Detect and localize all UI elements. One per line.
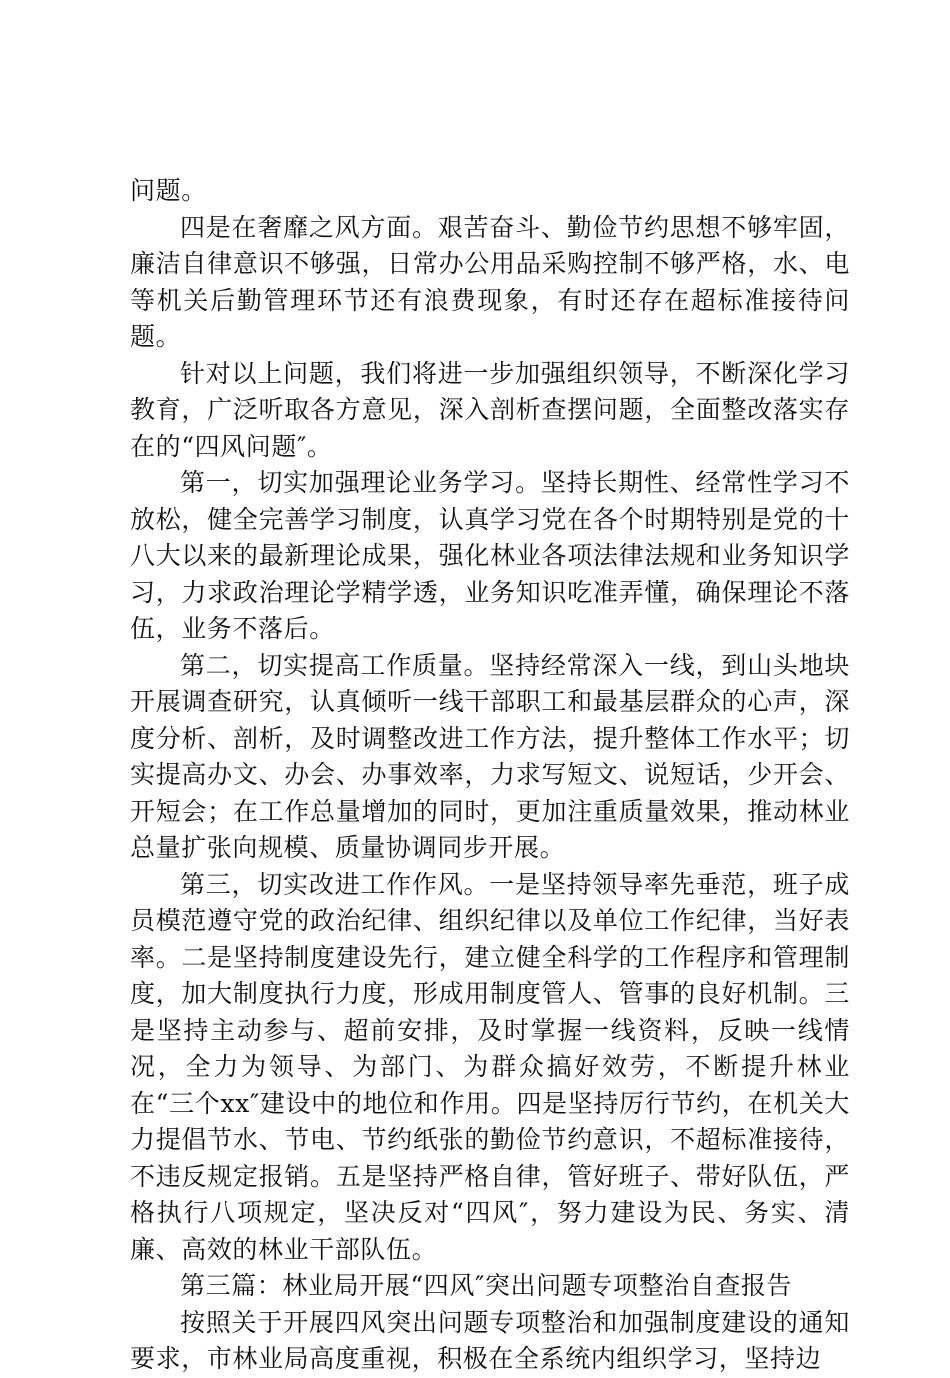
paragraph-first: 第一，切实加强理论业务学习。坚持长期性、经常性学习不放松，健全完善学习制度，认真学习党在各个时期特别是党的十八大以来的最新理论成果，强化林业各项法律法规和业务知识学习，力求政治理论学精学透，业务知识吃准弄懂，确保理论不落伍，业务不落后。 [130, 468, 850, 643]
paragraph-extravagance: 四是在奢靡之风方面。艰苦奋斗、勤俭节约思想不够牢固，廉洁自律意识不够强，日常办公用品采购控制不够严格，水、电等机关后勤管理环节还有浪费现象，有时还存在超标准接待问题。 [130, 212, 850, 351]
paragraph-third: 第三，切实改进工作作风。一是坚持领导率先垂范，班子成员模范遵守党的政治纪律、组织纪律以及单位工作纪律，当好表率。二是坚持制度建设先行，建立健全科学的工作程序和管理制度，加大制度执行力度，形成用制度管人、管事的良好机制。三是坚持主动参与、超前安排，及时掌握一线资料，反映一线情况，全力为领导、为部门、为群众搞好效劳，不断提升林业在“三个xx″建设中的地位和作用。四是坚持厉行节约，在机关大力提倡节水、节电、节约纸张的勤俭节约意识，不超标准接待，不违反规定报销。五是坚持严格自律，管好班子、带好队伍，严格执行八项规定，坚决反对“四风″，努力建设为民、务实、清廉、高效的林业干部队伍。 [130, 869, 850, 1264]
paragraph-continuation: 问题。 [130, 176, 207, 205]
section-heading: 第三篇：林业局开展“四风″突出问题专项整治自查报告 [180, 1271, 793, 1300]
paragraph-second: 第二，切实提高工作质量。坚持经常深入一线，到山头地块开展调查研究，认真倾听一线干部职工和最基层群众的心声，深度分析、剖析，及时调整改进工作方法，提升整体工作水平；切实提高办文、办会、办事效率，力求写短文、说短话，少开会、开短会；在工作总量增加的同时，更加注重质量效果，推动林业总量扩张向规模、质量协调同步开展。 [130, 650, 850, 862]
paragraph-report-intro: 按照关于开展四风突出问题专项整治和加强制度建设的通知要求，市林业局高度重视，积极在全系统内组织学习，坚持边 [130, 1307, 850, 1373]
document-body [130, 173, 850, 1378]
paragraph-response: 针对以上问题，我们将进一步加强组织领导，不断深化学习教育，广泛听取各方意见，深入剖析查摆问题，全面整改落实存在的“四风问题″。 [130, 358, 850, 461]
